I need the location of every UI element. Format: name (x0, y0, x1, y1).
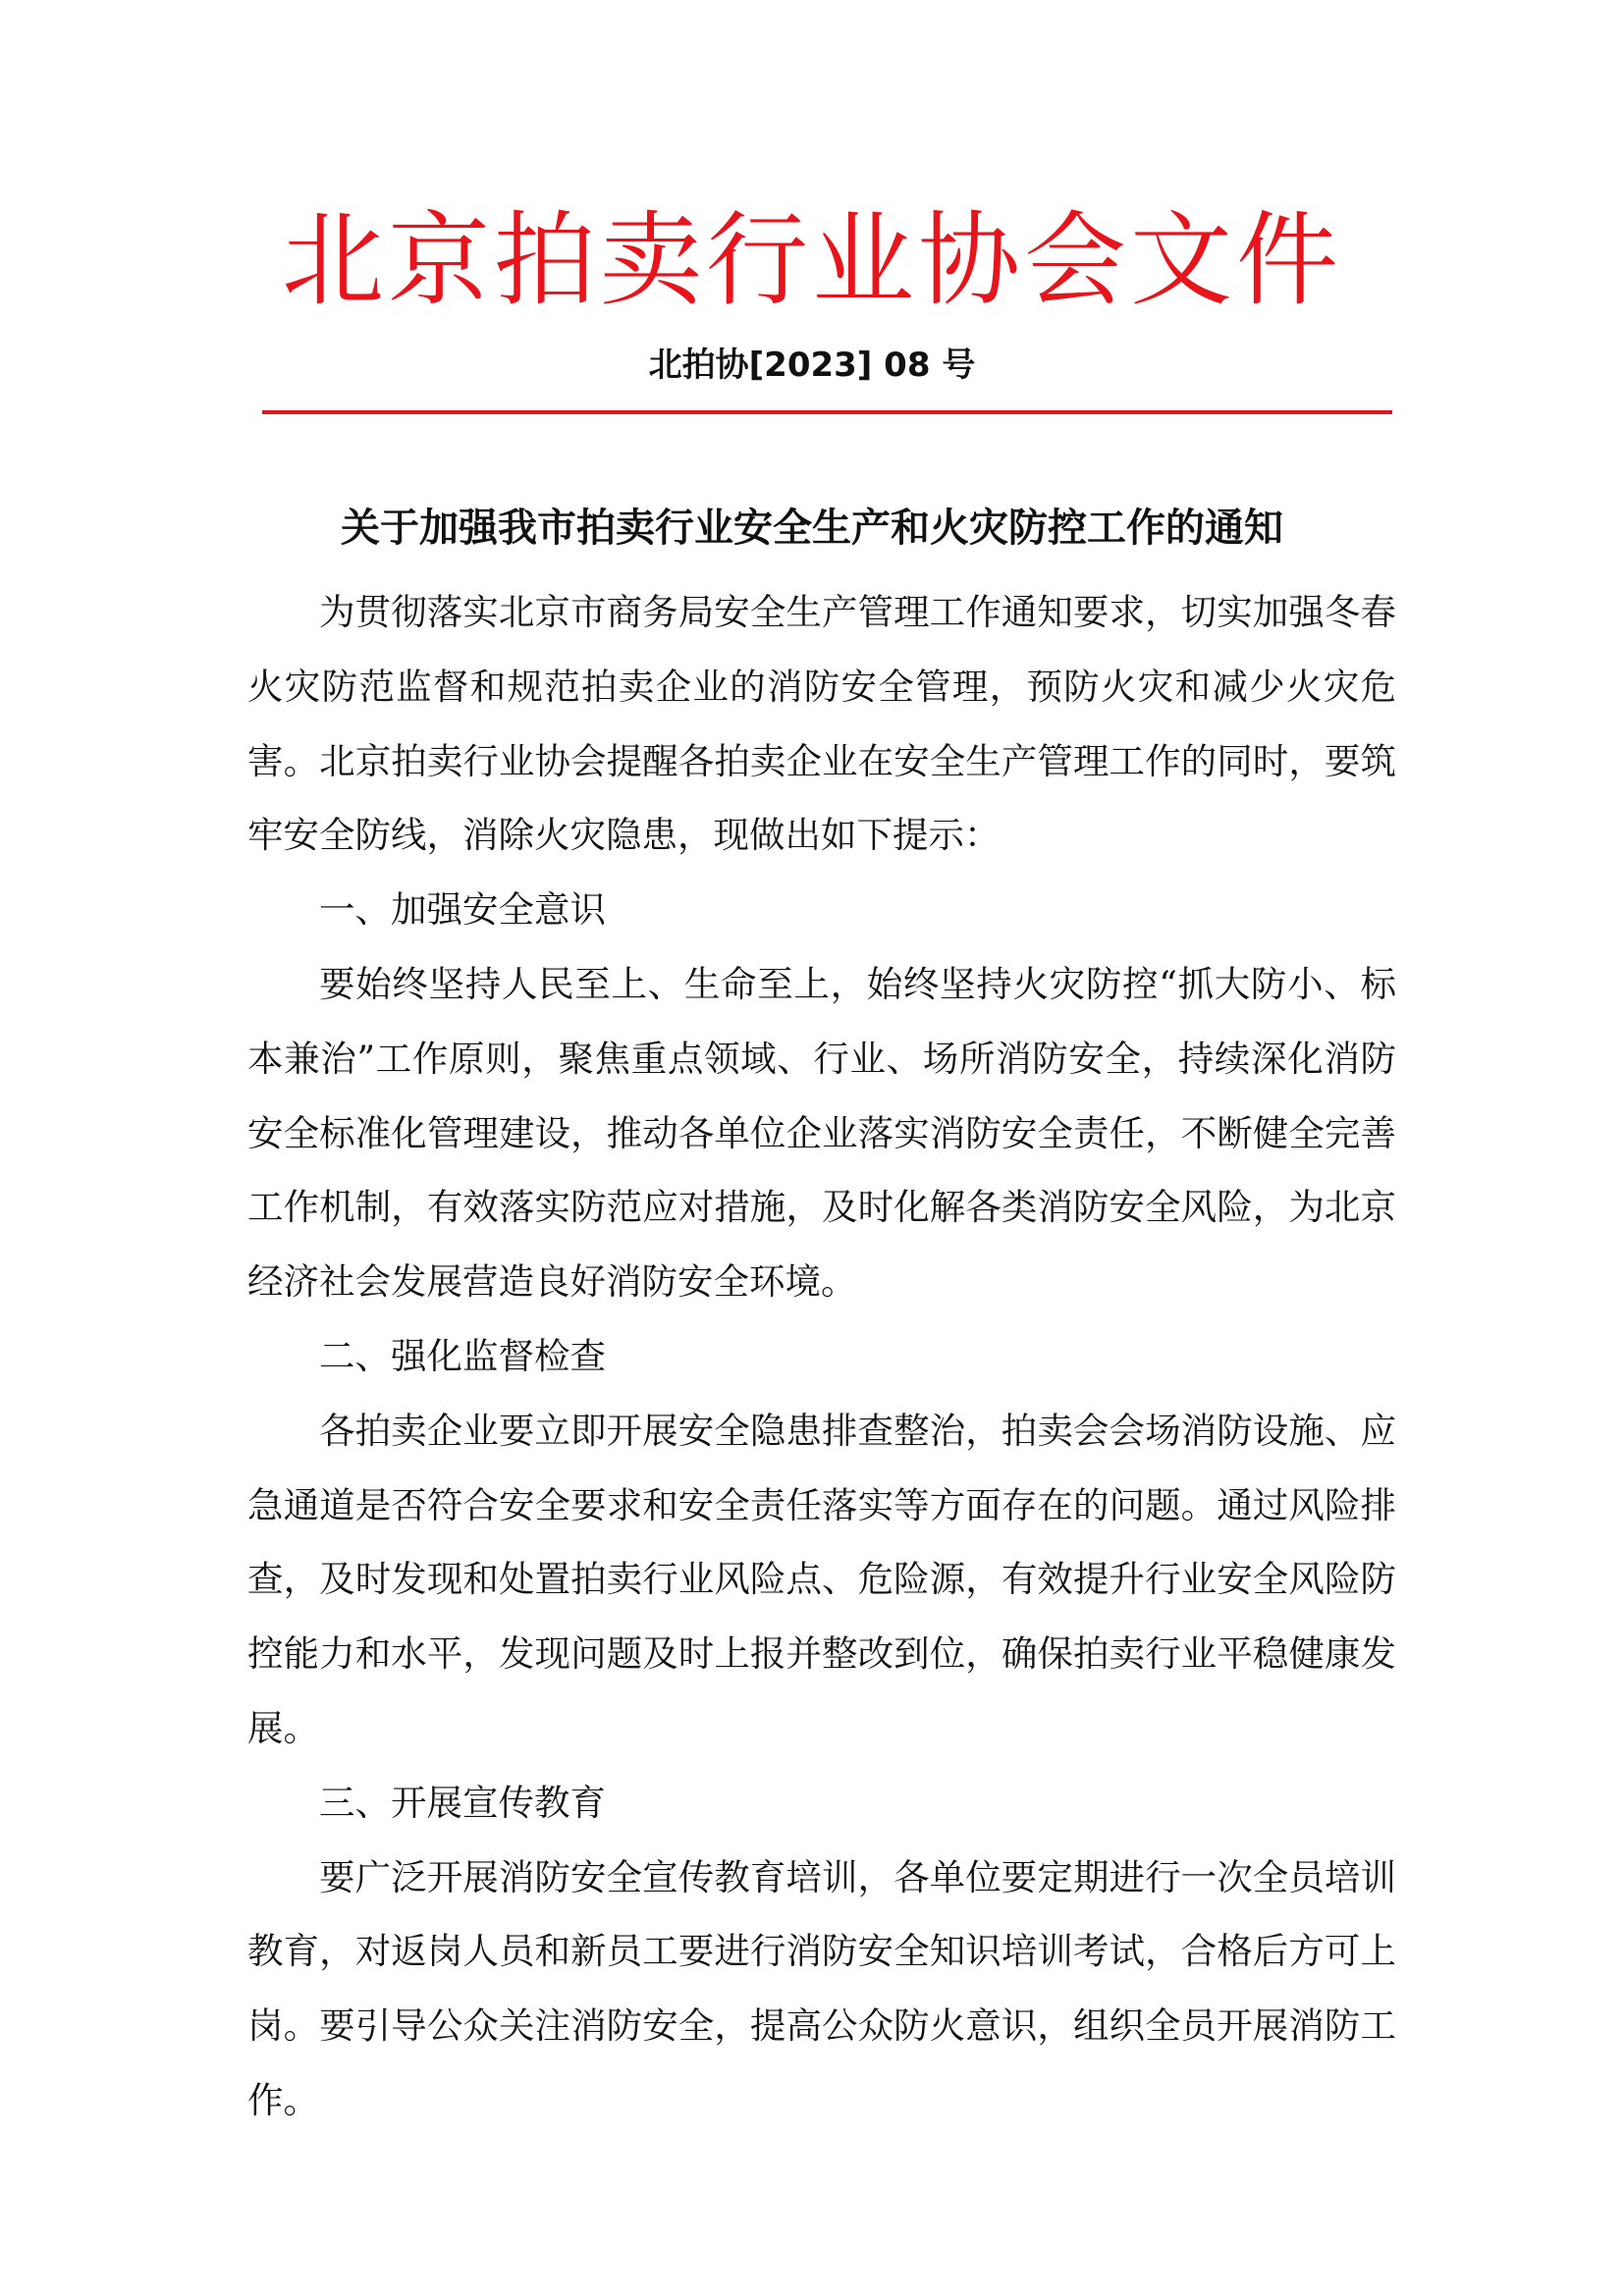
section-heading-1: 一、加强安全意识 (319, 888, 606, 932)
section-3-paragraph: 要广泛开展消防安全宣传教育培训，各单位要定期进行一次全员培训教育，对返岗人员和新员工要进行消防安全知识培训考试，合格后方可上岗。要引导公众关注消防安全，提高公众防火意识，组织全员开展消防工作。 (247, 1855, 1396, 2121)
section-2-paragraph: 各拍卖企业要立即开展安全隐患排查整治，拍卖会会场消防设施、应急通道是否符合安全要求和安全责任落实等方面存在的问题。通过风险排查，及时发现和处置拍卖行业风险点、危险源，有效提升行业安全风险防控能力和水平，发现问题及时上报并整改到位，确保拍卖行业平稳健康发展。 (247, 1409, 1396, 1749)
section-heading-2: 二、强化监督检查 (319, 1334, 606, 1377)
section-heading-3: 三、开展宣传教育 (319, 1781, 606, 1824)
notice-title: 关于加强我市拍卖行业安全生产和火灾防控工作的通知 (341, 506, 1283, 551)
section-1-paragraph: 要始终坚持人民至上、生命至上，始终坚持火灾防控“抓大防小、标本兼治”工作原则，聚焦重点领域、行业、场所消防安全，持续深化消防安全标准化管理建设，推动各单位企业落实消防安全责任，不断健全完善工作机制，有效落实防范应对措施，及时化解各类消防安全风险，为北京经济社会发展营造良好消防安全环境。 (247, 962, 1396, 1304)
notice-body (247, 575, 1396, 2138)
org-title: 北京拍卖行业协会文件 (281, 200, 1342, 320)
red-divider (262, 410, 1392, 414)
intro-paragraph: 为贯彻落实北京市商务局安全生产管理工作通知要求，切实加强冬春火灾防范监督和规范拍卖企业的消防安全管理，预防火灾和减少火灾危害。北京拍卖行业协会提醒各拍卖企业在安全生产管理工作的同时，要筑牢安全防线，消除火灾隐患，现做出如下提示： (247, 591, 1396, 857)
doc-number: 北拍协[2023] 08 号 (648, 346, 976, 385)
